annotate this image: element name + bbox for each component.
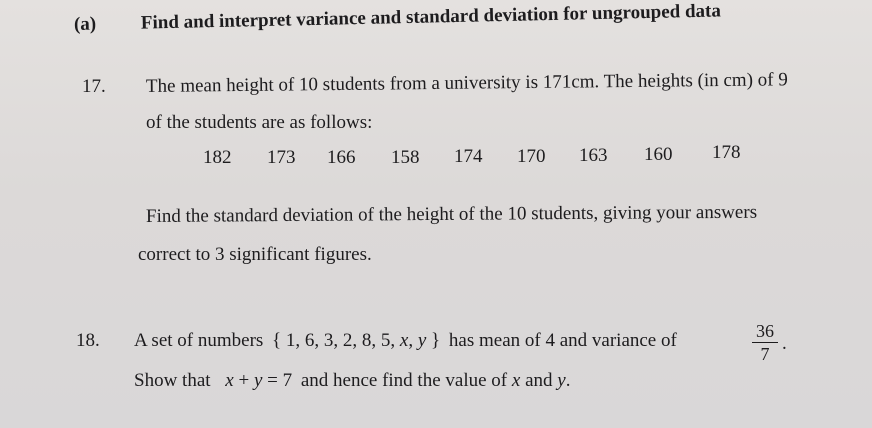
fraction-bar	[752, 342, 778, 343]
fraction-denominator: 7	[760, 344, 770, 364]
height-value: 163	[579, 145, 608, 166]
q18-text-pre: A set of numbers	[134, 330, 264, 351]
set-comma: ,	[408, 330, 414, 351]
set-values: 1, 6, 3, 2, 8, 5,	[281, 330, 396, 351]
q18-line1	[134, 330, 677, 352]
eq-var-y: y	[253, 370, 263, 391]
set-var-y: y	[417, 330, 427, 351]
q18-period: .	[782, 333, 787, 354]
section-title: Find and interpret variance and standard deviation for ungrouped data	[140, 0, 722, 34]
height-value: 160	[644, 144, 673, 165]
answer-var-x: x	[511, 370, 521, 391]
height-value: 178	[712, 142, 741, 163]
eq-plus: +	[238, 370, 250, 391]
q17-line3: Find the standard deviation of the height of the 10 students, giving your answers	[145, 201, 758, 227]
height-value: 158	[391, 147, 420, 168]
eq-var-x: x	[225, 370, 234, 391]
q17-line4: correct to 3 significant figures.	[138, 244, 372, 265]
section-label: (a)	[73, 13, 97, 35]
q18-line2	[134, 370, 570, 392]
height-value: 166	[327, 147, 356, 168]
set-brace-close: }	[431, 330, 441, 351]
height-value: 173	[267, 147, 296, 168]
set-brace-open: {	[272, 330, 282, 351]
eq-equals: = 7	[267, 370, 293, 391]
q17-line2: of the students are as follows:	[146, 112, 373, 133]
height-value: 170	[517, 146, 546, 167]
set-var-x: x	[399, 330, 409, 351]
q18-show-mid: and hence find the value of	[300, 370, 508, 391]
q18-end: .	[565, 370, 571, 391]
q18-number: 18.	[76, 330, 100, 351]
height-value: 174	[454, 146, 483, 167]
section-heading	[74, 0, 721, 36]
q18-show-pre: Show that	[134, 370, 211, 391]
q17-line1: The mean height of 10 students from a university is 171cm. The heights (in cm) of 9	[145, 69, 788, 97]
answer-var-y: y	[557, 370, 566, 391]
variance-fraction	[752, 321, 778, 364]
q18-and: and	[525, 370, 553, 391]
q17-number: 17.	[82, 76, 106, 97]
q18-text-mid: has mean of 4 and variance of	[448, 330, 677, 351]
fraction-numerator: 36	[756, 321, 774, 341]
height-value: 182	[203, 147, 232, 168]
